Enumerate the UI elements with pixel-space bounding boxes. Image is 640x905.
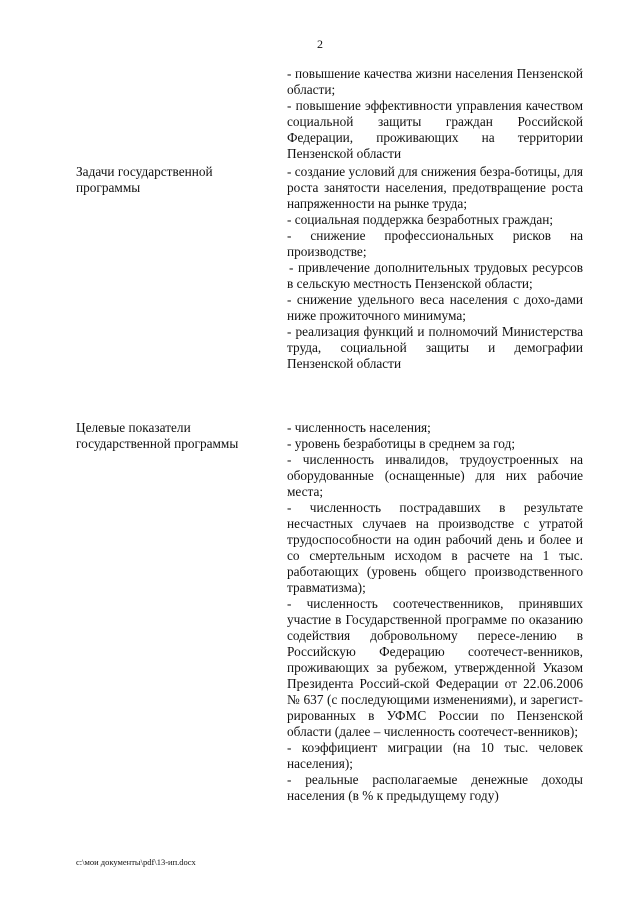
list-item: - реальные располагаемые денежные доходы населения (в % к предыдущему году) bbox=[287, 772, 583, 803]
tasks-label: Задачи государственной программы bbox=[76, 164, 213, 195]
list-item: - создание условий для снижения безра-ботицы, для роста занятости населения, предотвращение роста напряженности на рынке труда; bbox=[287, 164, 583, 211]
list-item: - повышение эффективности управления качеством социальной защиты граждан Российской Федерации, проживающих на территории Пензенской области bbox=[287, 98, 583, 161]
list-item: - численность населения; bbox=[287, 420, 431, 435]
list-item: - коэффициент миграции (на 10 тыс. человек населения); bbox=[287, 740, 583, 771]
row-content bbox=[287, 66, 583, 162]
indicators-label: Целевые показатели государственной программы bbox=[76, 420, 239, 451]
list-item: - численность соотечественников, принявших участие в Государственной программе по оказанию содействия добровольному пересе-лению в Российскую Федерацию соотечест-венников, проживающих за рубежом, утвержденной Указом Президента Россий-ской Федерации от 22.06.2006 № 637 (с последующими изменениями), и зарегист-рированных в УФМС России по Пензенской области (далее – численность соотечест-венников); bbox=[287, 596, 583, 739]
list-item: - снижение профессиональных рисков на производстве; bbox=[287, 228, 583, 259]
list-item: - повышение качества жизни населения Пензенской области; bbox=[287, 66, 583, 97]
list-item: - снижение удельного веса населения с дохо-дами ниже прожиточного минимума; bbox=[287, 292, 583, 323]
list-item: - численность пострадавших в результате несчастных случаев на производстве с утратой трудоспособности на один рабочий день и более и со смертельным исходом в расчете на 1 тыс. работающих (уровень общего производственного травматизма); bbox=[287, 500, 583, 595]
list-item: - реализация функций и полномочий Министерства труда, социальной защиты и демографии Пензенской области bbox=[287, 324, 583, 371]
tasks-content bbox=[287, 164, 583, 372]
list-item: - численность инвалидов, трудоустроенных на оборудованные (оснащенные) для них рабочие места; bbox=[287, 452, 583, 499]
page-number: 2 bbox=[317, 37, 323, 51]
file-path-footer: c:\мои документы\pdf\13-ип.docx bbox=[76, 857, 196, 867]
indicators-content bbox=[287, 420, 583, 804]
list-item: - социальная поддержка безработных граждан; bbox=[287, 212, 554, 227]
list-item: - привлечение дополнительных трудовых ресурсов в сельскую местность Пензенской области; bbox=[287, 260, 583, 291]
list-item: - уровень безработицы в среднем за год; bbox=[287, 436, 516, 451]
